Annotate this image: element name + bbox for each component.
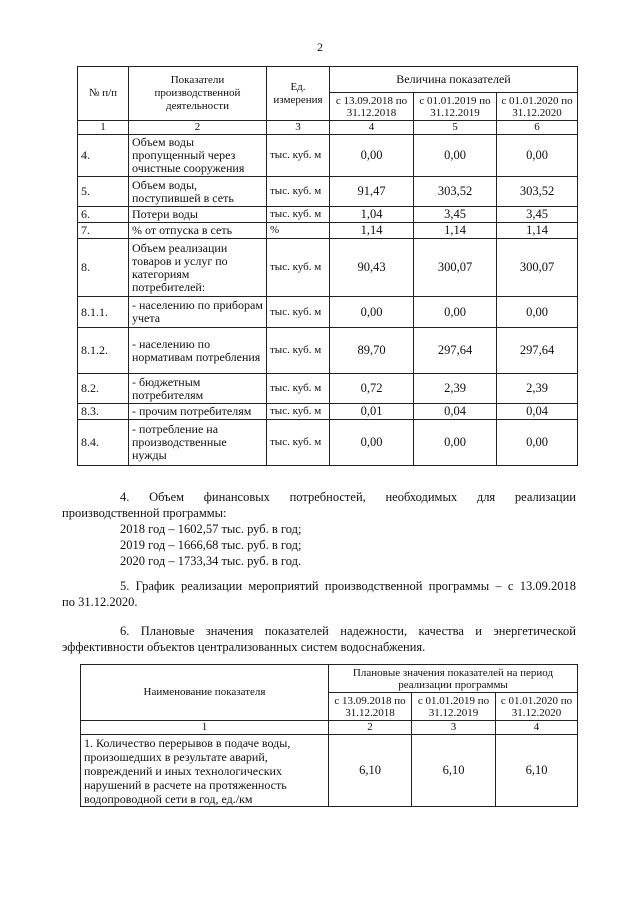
row-num: 6.: [78, 207, 129, 223]
header-period-1: с 13.09.2018 по 31.12.2018: [329, 693, 412, 721]
finance-2020: 2020 год – 1733,34 тыс. руб. в год.: [120, 554, 302, 568]
row-value-1: 0,72: [330, 374, 414, 404]
row-num: 4.: [78, 135, 129, 177]
col-number: 1: [81, 721, 329, 735]
header-period-1: с 13.09.2018 по 31.12.2018: [330, 93, 414, 121]
row-unit: тыс. куб. м: [267, 207, 330, 223]
row-num: 8.2.: [78, 374, 129, 404]
section5-line1: 5. График реализации мероприятий производственной программы – с 13.09.2018: [120, 579, 576, 593]
row-value-3: 303,52: [497, 177, 578, 207]
row-value-3: 297,64: [497, 328, 578, 374]
row-name: - прочим потребителям: [129, 404, 267, 420]
header-value-group: Величина показателей: [330, 67, 578, 93]
finance-2019: 2019 год – 1666,68 тыс. руб. в год;: [120, 538, 302, 552]
row-value-1: 0,01: [330, 404, 414, 420]
header-value-group: Плановые значения показателей на период реализации программы: [329, 665, 578, 693]
header-num: № п/п: [78, 67, 129, 121]
col-number: 3: [412, 721, 496, 735]
row-name: 1. Количество перерывов в подаче воды, произошедших в результате аварий, повреждений и иных технологических нарушений в расчете на протяженность водопроводной сети в год, ед./км: [81, 735, 329, 807]
header-period-2: с 01.01.2019 по 31.12.2019: [414, 93, 497, 121]
row-unit: тыс. куб. м: [267, 374, 330, 404]
row-unit: тыс. куб. м: [267, 404, 330, 420]
row-value-2: 0,00: [414, 297, 497, 328]
row-unit: тыс. куб. м: [267, 297, 330, 328]
row-value-3: 2,39: [497, 374, 578, 404]
page-number: 2: [317, 40, 323, 54]
table-row: [78, 297, 578, 328]
row-value-2: 1,14: [414, 223, 497, 239]
row-name: - населению по приборам учета: [129, 297, 267, 328]
row-unit: %: [267, 223, 330, 239]
col-number: 4: [496, 721, 578, 735]
row-value-1: 0,00: [330, 420, 414, 466]
row-value-2: 0,04: [414, 404, 497, 420]
row-num: 8.: [78, 239, 129, 297]
section4-intro-cont: производственной программы:: [62, 506, 227, 520]
row-num: 7.: [78, 223, 129, 239]
row-unit: тыс. куб. м: [267, 239, 330, 297]
header-indicator: Наименование показателя: [81, 665, 329, 721]
header-unit: Ед. измерения: [267, 67, 330, 121]
row-value-1: 1,04: [330, 207, 414, 223]
header-period-2: с 01.01.2019 по 31.12.2019: [412, 693, 496, 721]
col-number: 4: [330, 121, 414, 135]
table-row: [78, 404, 578, 420]
header-indicator: Показатели производственной деятельности: [129, 67, 267, 121]
row-name: % от отпуска в сеть: [129, 223, 267, 239]
table-row: [78, 420, 578, 466]
row-name: Объем воды пропущенный через очистные сооружения: [129, 135, 267, 177]
row-value-3: 0,00: [497, 420, 578, 466]
row-name: - потребление на производственные нужды: [129, 420, 267, 466]
row-name: Потери воды: [129, 207, 267, 223]
row-value-1: 0,00: [330, 297, 414, 328]
row-value-2: 0,00: [414, 135, 497, 177]
row-unit: тыс. куб. м: [267, 328, 330, 374]
col-number: 6: [497, 121, 578, 135]
col-number: 1: [78, 121, 129, 135]
row-value-1: 90,43: [330, 239, 414, 297]
row-name: Объем воды, поступившей в сеть: [129, 177, 267, 207]
table-row: [78, 328, 578, 374]
table-row: [78, 223, 578, 239]
row-value-1: 89,70: [330, 328, 414, 374]
row-value-1: 6,10: [329, 735, 412, 807]
table-row: [78, 177, 578, 207]
section6-line2: эффективности объектов централизованных систем водоснабжения.: [62, 640, 426, 654]
row-value-3: 0,04: [497, 404, 578, 420]
row-value-2: 6,10: [412, 735, 496, 807]
row-name: Объем реализации товаров и услуг по категориям потребителей:: [129, 239, 267, 297]
row-value-2: 3,45: [414, 207, 497, 223]
section5-line2: по 31.12.2020.: [62, 595, 138, 609]
row-num: 8.1.1.: [78, 297, 129, 328]
row-num: 8.1.2.: [78, 328, 129, 374]
row-unit: тыс. куб. м: [267, 177, 330, 207]
row-value-2: 303,52: [414, 177, 497, 207]
row-value-3: 0,00: [497, 297, 578, 328]
col-number: 2: [129, 121, 267, 135]
table-row: [78, 207, 578, 223]
row-unit: тыс. куб. м: [267, 420, 330, 466]
row-value-1: 0,00: [330, 135, 414, 177]
production-indicators-table: [77, 66, 578, 466]
col-number: 2: [329, 721, 412, 735]
finance-2018: 2018 год – 1602,57 тыс. руб. в год;: [120, 522, 302, 536]
reliability-indicators-table: [80, 664, 578, 807]
row-name: - бюджетным потребителям: [129, 374, 267, 404]
row-value-3: 6,10: [496, 735, 578, 807]
row-value-3: 300,07: [497, 239, 578, 297]
row-value-2: 297,64: [414, 328, 497, 374]
col-number: 3: [267, 121, 330, 135]
row-value-2: 0,00: [414, 420, 497, 466]
section4-intro: 4. Объем финансовых потребностей, необходимых для реализации: [120, 490, 576, 504]
row-value-3: 1,14: [497, 223, 578, 239]
table-row: [78, 135, 578, 177]
row-num: 5.: [78, 177, 129, 207]
header-period-3: с 01.01.2020 по 31.12.2020: [496, 693, 578, 721]
row-value-1: 1,14: [330, 223, 414, 239]
row-value-1: 91,47: [330, 177, 414, 207]
header-period-3: с 01.01.2020 по 31.12.2020: [497, 93, 578, 121]
row-value-3: 3,45: [497, 207, 578, 223]
row-value-2: 2,39: [414, 374, 497, 404]
row-value-2: 300,07: [414, 239, 497, 297]
row-unit: тыс. куб. м: [267, 135, 330, 177]
table-row: [78, 374, 578, 404]
col-number: 5: [414, 121, 497, 135]
row-num: 8.4.: [78, 420, 129, 466]
table-row: [78, 239, 578, 297]
row-num: 8.3.: [78, 404, 129, 420]
row-value-3: 0,00: [497, 135, 578, 177]
section6-line1: 6. Плановые значения показателей надежности, качества и энергетической: [120, 624, 576, 638]
row-name: - населению по нормативам потребления: [129, 328, 267, 374]
table-row: [81, 735, 578, 807]
